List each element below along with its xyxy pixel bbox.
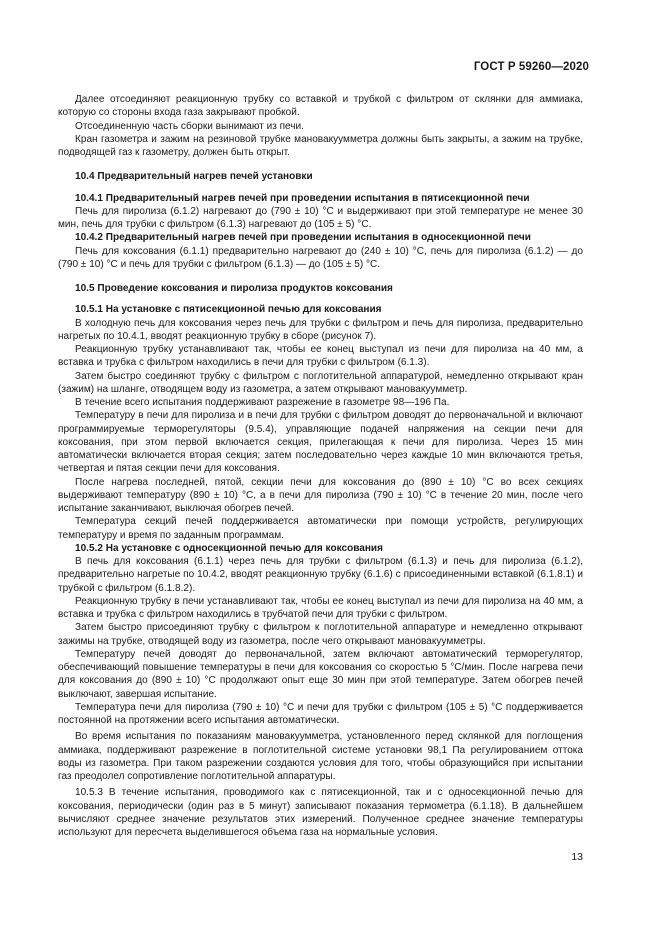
body-paragraph: Далее отсоединяют реакционную трубку со вставкой и трубкой с фильтром от склянки для аммиака, которую со стороны входа газа закрывают пробкой.: [58, 94, 583, 119]
document-standard-code: ГОСТ Р 59260—2020: [473, 61, 589, 73]
section-heading: 10.5.2 На установке с односекционной печью для коксования: [75, 542, 383, 554]
section-heading: 10.4.2 Предварительный нагрев печей при проведении испытания в односекционной печи: [75, 232, 531, 244]
body-paragraph: Кран газометра и зажим на резиновой трубке мановакуумметра должны быть закрыты, а зажим на трубке, подводящей газ к газометру, должен быть открыт.: [58, 133, 583, 158]
body-paragraph: Затем быстро соединяют трубку с фильтром с поглотительной аппаратурой, немедленно открывают кран (зажим) на шланге, отводящем воду из газометра, а затем открывают мановакуумметр.: [58, 370, 583, 395]
section-heading: 10.5.1 На установке с пятисекционной печью для коксования: [75, 304, 382, 316]
body-paragraph: В течение всего испытания поддерживают разрежение в газометре 98—196 Па.: [75, 397, 450, 408]
body-paragraph: В холодную печь для коксования через печь для трубки с фильтром и печь для пиролиза, предварительно нагретых по 10.4.1, вводят реакционную трубку в сборе (рисунок 7).: [58, 317, 583, 342]
document-body: [58, 93, 583, 839]
body-paragraph: Затем быстро присоединяют трубку с фильтром к поглотительной аппаратуре и немедленно открывают зажимы на трубке, отводящей воду из газометра, после чего открывают мановакуумметры.: [58, 622, 583, 647]
body-paragraph: Температуру в печи для пиролиза и в печи для трубки с фильтром доводят до первоначальной и включают программируемые терморегуляторы (9.5.4), управляющие подачей напряжения на секции печи для коксования, при этом первой включается секция, прилегающая к печи для пиролиза. Через 15 мин автоматически включается вторая секция; затем последовательно через каждые 10 мин включаются третья, четвертая и пятая секции печи для коксования.: [58, 410, 583, 475]
body-paragraph: Печь для коксования (6.1.1) предварительно нагревают до (240 ± 10) °С, печь для пиролиза (6.1.2) — до (790 ± 10) °С и печь для трубки с фильтром (6.1.3) — до (105 ± 5) °С.: [58, 245, 583, 270]
body-paragraph: Во время испытания по показаниям мановакуумметра, установленного перед склянкой для поглощения аммиака, поддерживают разрежение в поглотительной системе установки 98,1 Па регулированием оттока воды из газометра. При таком разрежении создаются условия для того, чтобы образующийся при испытании газ преодолел сопротивление поглотительной аппаратуры.: [58, 731, 583, 782]
body-paragraph: Температуру печей доводят до первоначальной, затем включают автоматический терморегулятор, обеспечивающий повышение температуры в печи для коксования со скоростью 5 °С/мин. После нагрева печи для коксования до (890 ± 10) °С продолжают опыт еще 30 мин при этой температуре. Затем обогрев печей выключают, завершая испытание.: [58, 648, 583, 700]
body-paragraph: Температура печи для пиролиза (790 ± 10) °С и печи для трубки с фильтром (105 ± 5) °С поддерживается постоянной на протяжении всего испытания автоматически.: [58, 701, 583, 726]
body-paragraph: Отсоединенную часть сборки вынимают из печи.: [75, 120, 304, 132]
section-heading: 10.5 Проведение коксования и пиролиза продуктов коксования: [75, 283, 393, 294]
body-paragraph: Реакционную трубку устанавливают так, чтобы ее конец выступал из печи для пиролиза на 40 мм, а вставка и трубка с фильтром находились в печи для трубки с фильтром (6.1.3).: [58, 344, 583, 369]
body-paragraph: 10.5.3 В течение испытания, проводимого как с пятисекционной, так и с односекционной печью для коксования, периодически (один раз в 5 минут) записывают показания термометра (6.1.18). В дальнейшем вычисляют среднее значение результатов этих измерений. Полученное среднее значение температуры используют для пересчета выделившегося объема газа на нормальные условия.: [58, 787, 583, 838]
page-number: 13: [571, 851, 583, 863]
body-paragraph: После нагрева последней, пятой, секции печи для коксования до (890 ± 10) °С во всех секциях выдерживают температуру (890 ± 10) °С, а в печи для пиролиза (790 ± 10) °С в течение 20 мин, после чего испытание заканчивают, выключая обогрев печей.: [58, 476, 583, 514]
section-heading: 10.4.1 Предварительный нагрев печей при проведении испытания в пятисекционной печи: [75, 192, 530, 204]
body-paragraph: Температура секций печей поддерживается автоматически при помощи устройств, регулирующих температуру и время по заданным программам.: [58, 516, 583, 541]
body-paragraph: Реакционную трубку в печи устанавливают так, чтобы ее конец выступал из печи для пиролиза на 40 мм, а вставка и трубка с фильтром находились в трубчатой печи для трубки с фильтром.: [58, 595, 583, 620]
body-paragraph: Печь для пиролиза (6.1.2) нагревают до (790 ± 10) °С и выдерживают при этой температуре не менее 30 мин, печь для трубки с фильтром (6.1.3) нагревают до (105 ± 5) °С.: [58, 205, 583, 230]
body-paragraph: В печь для коксования (6.1.1) через печь для трубки с фильтром (6.1.3) и печь для пиролиза (6.1.2), предварительно нагретые по 10.4.2, вводят реакционную трубку (6.1.6) с присоединенными вставкой (6.1.8.1) и трубкой с фильтром (6.1.8.2).: [58, 556, 583, 594]
section-heading: 10.4 Предварительный нагрев печей установки: [75, 171, 313, 183]
